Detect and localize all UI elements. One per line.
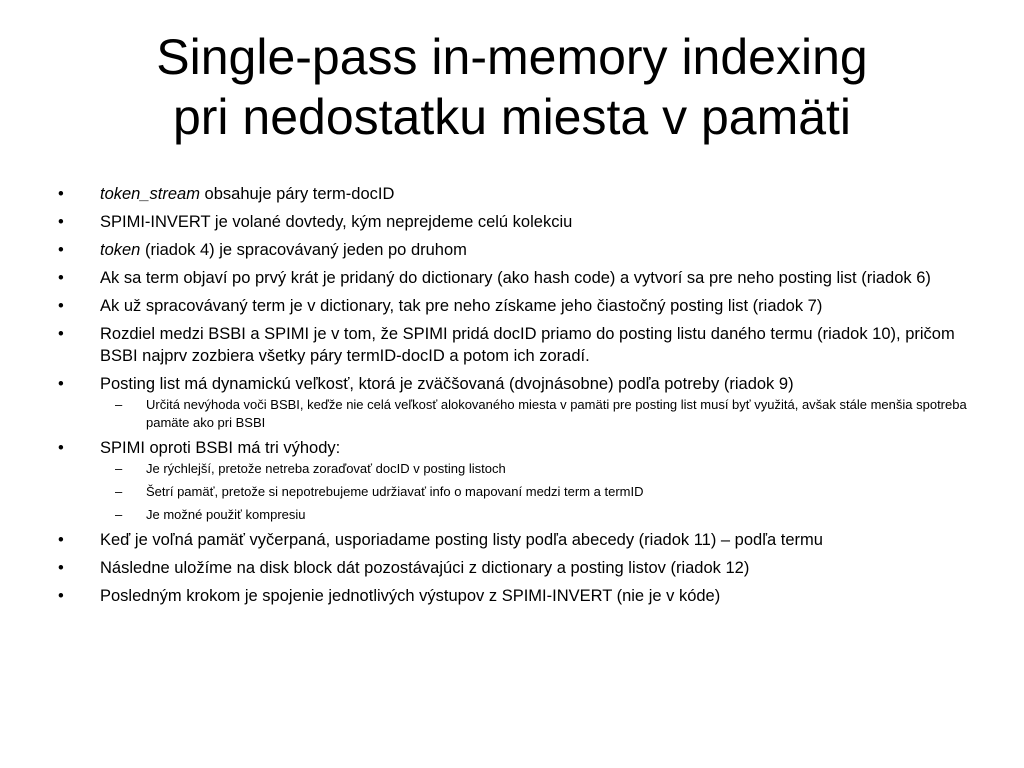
bullet-text: Rozdiel medzi BSBI a SPIMI je v tom, že SPIMI pridá docID priamo do posting listu daného termu (riadok 10), pričom BSBI najprv zozbiera všetky páry termID-docID a potom ich zoradí. (100, 325, 955, 365)
sub-mark: – (115, 397, 123, 412)
bullet-item (58, 211, 978, 233)
bullet-text: Keď je voľná pamäť vyčerpaná, usporiadame posting listy podľa abecedy (riadok 11) – podľa termu (100, 531, 823, 549)
sub-mark: – (115, 484, 123, 499)
sub-mark: – (115, 461, 123, 476)
bullet-mark: • (58, 213, 64, 231)
bullet-text: Ak sa term objaví po prvý krát je pridaný do dictionary (ako hash code) a vytvorí sa pre neho posting list (riadok 6) (100, 269, 931, 287)
bullet-mark: • (58, 241, 64, 259)
bullet-text: (riadok 4) je spracovávaný jeden po druhom (140, 241, 467, 259)
slide-title-line-1: Single-pass in-memory indexing (156, 29, 868, 85)
sub-mark: – (115, 507, 123, 522)
sub-item (100, 396, 978, 432)
bullet-item (58, 373, 978, 432)
sub-item (100, 460, 978, 478)
bullet-text: obsahuje páry term-docID (199, 185, 395, 203)
bullet-mark: • (58, 375, 64, 393)
slide-title-line-2: pri nedostatku miesta v pamäti (172, 89, 852, 145)
sub-item (100, 483, 978, 501)
bullet-item (58, 437, 978, 524)
bullet-mark: • (58, 269, 64, 287)
bullet-mark: • (58, 185, 64, 203)
bullet-mark: • (58, 587, 64, 605)
bullet-item (58, 323, 978, 367)
bullet-mark: • (58, 297, 64, 315)
bullet-text: Následne uložíme na disk block dát pozostávajúci z dictionary a posting listov (riadok 12) (100, 559, 750, 577)
bullet-list (58, 183, 978, 613)
bullet-text: Posting list má dynamickú veľkosť, ktorá je zväčšovaná (dvojnásobne) podľa potreby (riadok 9) (100, 375, 794, 393)
bullet-mark: • (58, 439, 64, 457)
bullet-mark: • (58, 325, 64, 343)
bullet-item (58, 585, 978, 607)
bullet-text: SPIMI-INVERT je volané dovtedy, kým neprejdeme celú kolekciu (100, 213, 573, 231)
sub-item (100, 506, 978, 524)
bullet-item (58, 183, 978, 205)
sub-text: Určitá nevýhoda voči BSBI, keďže nie celá veľkosť alokovaného miesta v pamäti pre posting list musí byť využitá, avšak stále menšia spotreba pamäte ako pri BSBI (146, 397, 967, 430)
bullet-item (58, 529, 978, 551)
bullet-item (58, 239, 978, 261)
sub-text: Je možné použiť kompresiu (146, 507, 306, 522)
slide-title (40, 27, 984, 147)
sub-text: Šetrí pamäť, pretože si nepotrebujeme udržiavať info o mapovaní medzi term a termID (146, 484, 644, 499)
bullet-mark: • (58, 531, 64, 549)
bullet-emphasis: token_stream (100, 185, 200, 203)
sub-list (100, 460, 978, 524)
bullet-text: SPIMI oproti BSBI má tri výhody: (100, 439, 341, 457)
sub-list (100, 396, 978, 432)
sub-text: Je rýchlejší, pretože netreba zoraďovať docID v posting listoch (146, 461, 506, 476)
bullet-item (58, 557, 978, 579)
bullet-item (58, 295, 978, 317)
bullet-emphasis: token (100, 241, 141, 259)
bullet-text: Posledným krokom je spojenie jednotlivých výstupov z SPIMI-INVERT (nie je v kóde) (100, 587, 721, 605)
bullet-mark: • (58, 559, 64, 577)
bullet-item (58, 267, 978, 289)
bullet-text: Ak už spracovávaný term je v dictionary, tak pre neho získame jeho čiastočný posting list (riadok 7) (100, 297, 823, 315)
